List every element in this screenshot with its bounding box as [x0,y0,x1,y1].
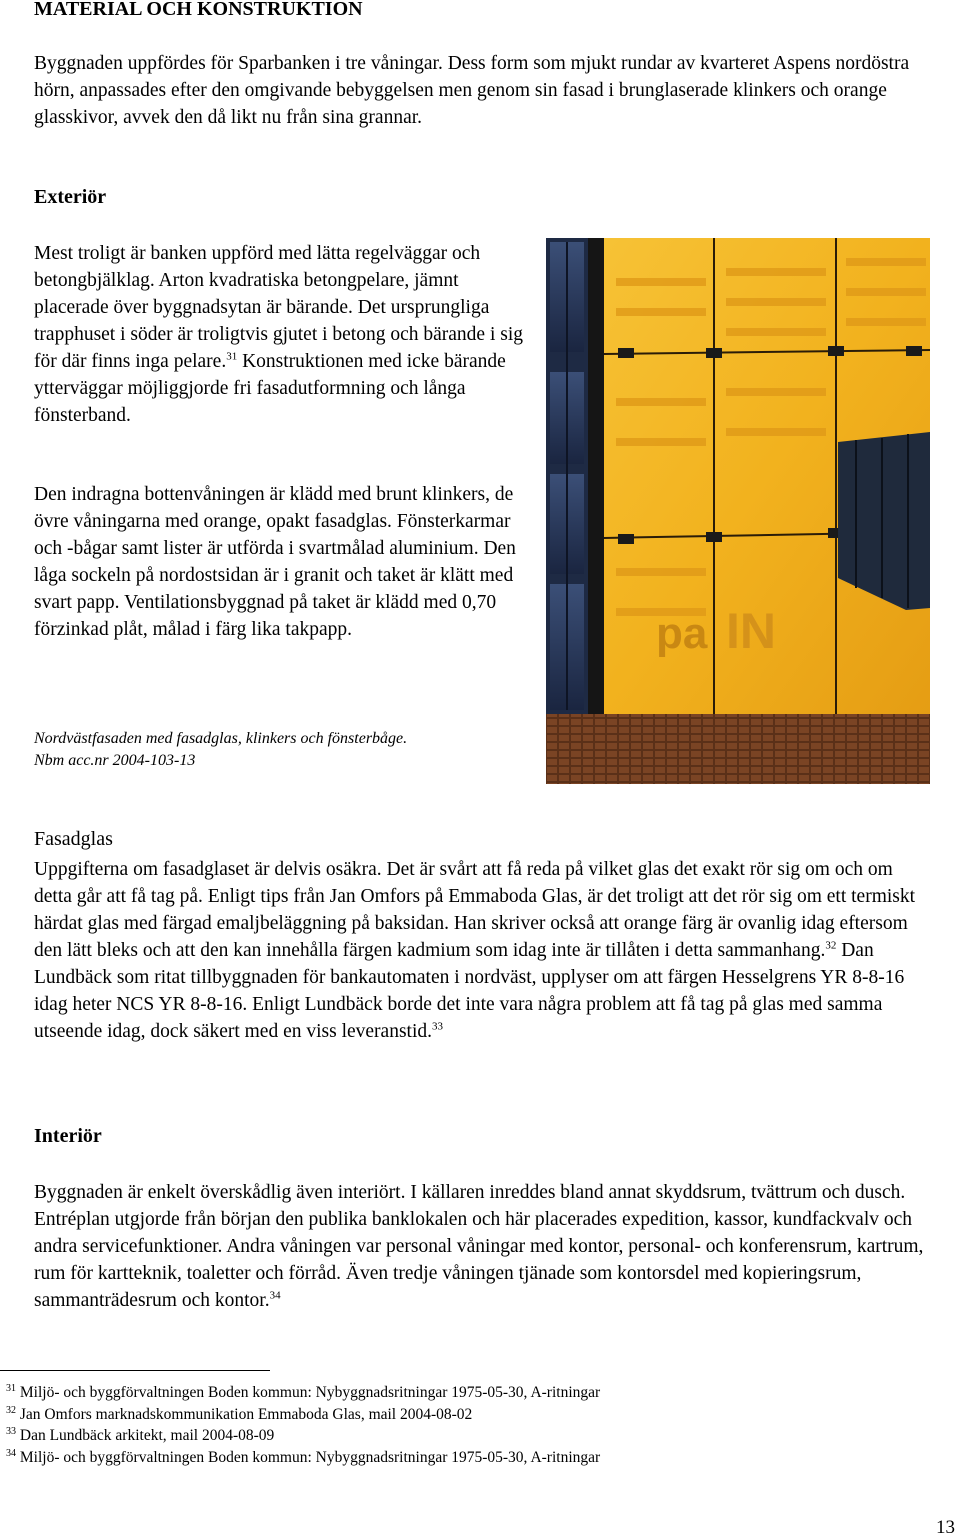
fasadglas-text-a: Uppgifterna om fasadglaset är delvis osäkra. Det är svårt att få reda på vilket glas det exakt rör sig om och om detta går att få tag på. Enligt tips från Jan Omfors på Emmaboda Glas, är det troligt att det rör sig om ett termiskt härdat glas med färgad emaljbeläggning på baksidan. Han skriver också att orange färg är ovanlig idag eftersom den lätt bleks och att den kan innehålla färgen kadmium som idag inte är tillåten i detta sammanhang. [34,859,916,961]
footnote-32: $^{32}$ Jan Omfors marknadskommunikation Emmaboda Glas, mail 2004-08-02 [6,1404,473,1423]
interior-text: Byggnaden är enkelt överskådlig även interiört. I källaren inreddes bland annat skyddsrum, tvättrum och dusch. Entréplan utgjorde från början den publika banklokalen och här placerades expedition, kassor, kundfackvalv och andra servicefunktioner. Andra våningen var personal våningar med kontor, personal- och konferensrum, kartrum, rum för kartteknik, toaletter och förråd. Även tredje våningen tjänade som kontorsdel med kopieringsrum, sammanträdesrum och kontor. [34,1182,924,1311]
footnote-33: $^{33}$ Dan Lundbäck arkitekt, mail 2004-08-09 [6,1425,275,1444]
fasadglas-heading: Fasadglas [34,828,113,850]
exterior-p1-continued: Konstruktionen med icke bärande ytterväggar möjliggjorde fri fasadutformning och långa fönsterband. [34,351,506,426]
footnotes [6,1382,926,1468]
footnote-ref-32: 32 [825,939,837,952]
footnote-ref-33: 33 [432,1020,444,1033]
exterior-heading: Exteriör [34,186,107,208]
footnote-ref-31: 31 [226,350,238,363]
reflection-text-1: pa [656,609,708,658]
fasadglas-text-b: Dan Lundbäck som ritat tillbyggnaden för bankautomaten i nordväst, upplyser om att färgen Hesselgrens YR 8-8-16 idag heter NCS YR 8-8-16. Enligt Lundbäck borde det inte vara några problem att få tag på glas med samma utseende idag, dock säkert med en viss leveranstid. [34,940,905,1042]
facade-photo [546,238,930,784]
fasadglas-paragraph [34,856,929,1045]
section-title: MATERIAL OCH KONSTRUKTION [34,0,363,20]
reflection-text-2: IN [726,603,776,659]
footnote-ref-34: 34 [269,1289,281,1302]
exterior-paragraph-2: Den indragna bottenvåningen är klädd med brunt klinkers, de övre våningarna med orange, opakt fasadglas. Fönsterkarmar och -bågar samt lister är utförda i svartmålad aluminium. Den låga sockeln på nordostsidan är i granit och taket är klätt med svart papp. Ventilationsbyggnad på taket är klädd med 0,70 förzinkad plåt, målad i färg lika takpapp. [34,484,516,640]
interior-paragraph [34,1179,929,1314]
footnote-34: $^{34}$ Miljö- och byggförvaltningen Boden kommun: Nybyggnadsritningar 1975-05-30, A-ritningar [6,1447,601,1466]
exterior-p1-text: Mest troligt är banken uppförd med lätta regelväggar och betongbjälklag. Arton kvadratiska betongpelare, jämnt placerade över byggnadsytan är bärande. Det ursprungliga trapphuset i söder är troligtvis gjutet i betong och bärande i sig för där finns inga pelare. [34,243,524,372]
photo-caption [34,728,539,772]
interior-heading: Interiör [34,1125,102,1147]
caption-line-2: Nbm acc.nr 2004-103-13 [34,752,196,769]
caption-line-1: Nordvästfasaden med fasadglas, klinkers och fönsterbåge. [34,730,408,747]
footnote-31: $^{31}$ Miljö- och byggförvaltningen Boden kommun: Nybyggnadsritningar 1975-05-30, A-ritningar [6,1382,601,1401]
footnote-separator [0,1370,270,1371]
page-number: 13 [936,1517,955,1538]
exterior-paragraph-1 [34,240,534,429]
intro-paragraph: Byggnaden uppfördes för Sparbanken i tre våningar. Dess form som mjukt rundar av kvarteret Aspens nordöstra hörn, anpassades efter den omgivande bebyggelsen men genom sin fasad i brunglaserade klinkers och orange glasskivor, avvek den då likt nu från sina grannar. [34,53,910,128]
